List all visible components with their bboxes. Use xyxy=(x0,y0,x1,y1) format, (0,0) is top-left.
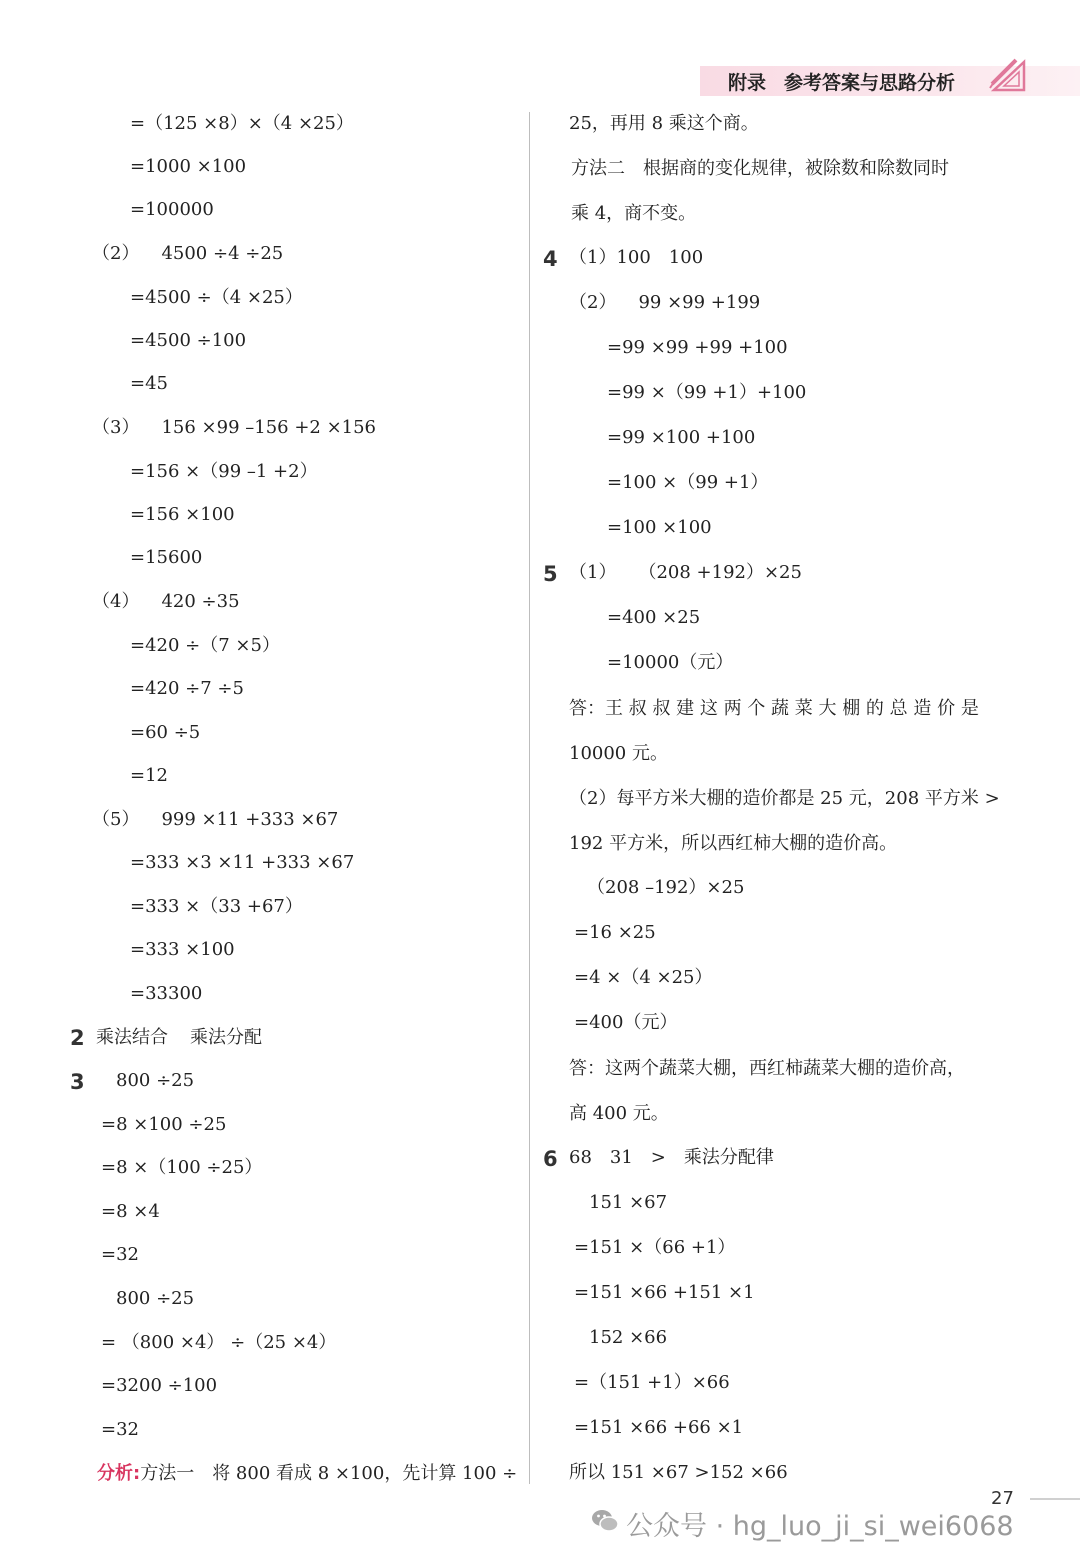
answer-line: =33300 xyxy=(130,983,203,1004)
answer-line: =1000 ×100 xyxy=(130,156,247,177)
analysis-continued: 25，再用 8 乘这个商。 xyxy=(569,113,759,134)
sub-expression: 156 ×99 –156 +2 ×156 xyxy=(161,417,377,438)
answer-line: = （800 ×4） ÷（25 ×4） xyxy=(101,1332,337,1353)
answer-line: =151 ×66 +151 ×1 xyxy=(574,1282,755,1303)
watermark-text: 公众号 · hg_luo_ji_si_wei6068 xyxy=(626,1511,1014,1542)
answer-statement: 10000 元。 xyxy=(569,743,668,764)
analysis-method-two: 方法二 根据商的变化规律，被除数和除数同时 xyxy=(571,158,949,179)
answer-line: =（125 ×8）×（4 ×25） xyxy=(130,113,354,134)
question-4-part-1: （1）100 100 xyxy=(569,247,704,268)
sub-question-3 xyxy=(92,417,376,439)
question-5-part-1 xyxy=(569,562,802,584)
answer-line: （208 –192）×25 xyxy=(587,877,745,898)
question-number-5: 5 xyxy=(543,562,558,586)
answer-line: =4 ×（4 ×25） xyxy=(574,967,713,988)
sub-expression: 420 ÷35 xyxy=(161,591,240,612)
analysis-line xyxy=(97,1463,517,1485)
question-5-part-2-cont: 192 平方米，所以西红柿大棚的造价高。 xyxy=(569,833,898,854)
answer-line: =151 ×（66 +1） xyxy=(574,1237,736,1258)
answer-line: =8 ×4 xyxy=(101,1201,160,1222)
answer-line: =16 ×25 xyxy=(574,922,656,943)
answer-line: =100 ×（99 +1） xyxy=(607,472,769,493)
watermark xyxy=(592,1504,1014,1543)
sub-label: （3） xyxy=(92,417,140,438)
answer-line: =4500 ÷100 xyxy=(130,330,247,351)
answer-line: =15600 xyxy=(130,547,203,568)
pencil-ruler-icon xyxy=(988,54,1028,94)
question-2-answer xyxy=(96,1027,262,1049)
answer-line: =151 ×66 +66 ×1 xyxy=(574,1417,744,1438)
analysis-label: 分析: xyxy=(97,1463,141,1484)
sub-label: （1） xyxy=(569,562,617,583)
answer-line: =32 xyxy=(101,1244,139,1265)
page-number-rule xyxy=(1030,1498,1080,1500)
answer-line: =4500 ÷（4 ×25） xyxy=(130,287,303,308)
column-divider xyxy=(529,112,530,1484)
answer-statement: 答：这两个蔬菜大棚，西红柿蔬菜大棚的造价高， xyxy=(569,1058,965,1079)
answer-term: 乘法结合 xyxy=(96,1027,168,1048)
answer-line: =100 ×100 xyxy=(607,517,712,538)
sub-label: （2） xyxy=(569,292,617,313)
question-3-expression: 800 ÷25 xyxy=(116,1070,195,1091)
question-number-2: 2 xyxy=(70,1026,85,1050)
answer-line: =10000（元） xyxy=(607,652,734,673)
question-number-6: 6 xyxy=(543,1147,558,1171)
answer-line: =99 ×99 +99 +100 xyxy=(607,337,788,358)
sub-expression: 999 ×11 +333 ×67 xyxy=(161,809,339,830)
answer-line: =156 ×100 xyxy=(130,504,235,525)
question-4-part-2 xyxy=(569,292,760,314)
answer-line: =420 ÷7 ÷5 xyxy=(130,678,244,699)
analysis-text: 方法一 将 800 看成 8 ×100，先计算 100 ÷ xyxy=(140,1463,518,1484)
sub-label: （4） xyxy=(92,591,140,612)
answer-line: =3200 ÷100 xyxy=(101,1375,218,1396)
sub-expression: （208 +192）×25 xyxy=(638,562,802,583)
sub-question-2 xyxy=(92,243,283,265)
answer-statement: 答：王 叔 叔 建 这 两 个 蔬 菜 大 棚 的 总 造 价 是 xyxy=(569,698,979,719)
answer-line: 151 ×67 xyxy=(589,1192,668,1213)
answer-line: =32 xyxy=(101,1419,139,1440)
header-appendix: 附录 xyxy=(728,72,767,94)
sub-question-4 xyxy=(92,591,240,613)
answer-line: =420 ÷（7 ×5） xyxy=(130,635,280,656)
answer-line: =8 ×100 ÷25 xyxy=(101,1114,227,1135)
page-number: 27 xyxy=(991,1488,1014,1509)
sub-expression: 99 ×99 +199 xyxy=(638,292,761,313)
answer-line: =12 xyxy=(130,765,168,786)
answer-line: =333 ×3 ×11 +333 ×67 xyxy=(130,852,355,873)
answer-line: =400（元） xyxy=(574,1012,678,1033)
question-3-expression-alt: 800 ÷25 xyxy=(116,1288,195,1309)
sub-label: （5） xyxy=(92,809,140,830)
answer-line: 152 ×66 xyxy=(589,1327,668,1348)
answer-line: =333 ×（33 +67） xyxy=(130,896,303,917)
question-number-3: 3 xyxy=(70,1070,85,1094)
answer-line: =45 xyxy=(130,373,168,394)
answer-line: =99 ×100 +100 xyxy=(607,427,756,448)
answer-line: =（151 +1）×66 xyxy=(574,1372,730,1393)
answer-line: =156 ×（99 –1 +2） xyxy=(130,461,318,482)
question-6-answer: 68 31 > 乘法分配律 xyxy=(569,1147,774,1168)
answer-line: =99 ×（99 +1）+100 xyxy=(607,382,807,403)
section-header xyxy=(728,68,955,95)
sub-question-5 xyxy=(92,809,338,831)
answer-statement: 高 400 元。 xyxy=(569,1103,669,1124)
answer-line: =60 ÷5 xyxy=(130,722,201,743)
question-number-4: 4 xyxy=(543,247,558,271)
answer-line: =400 ×25 xyxy=(607,607,701,628)
answer-line: =333 ×100 xyxy=(130,939,235,960)
answer-term: 乘法分配 xyxy=(190,1027,262,1048)
answer-line: =100000 xyxy=(130,199,214,220)
answer-line: =8 ×（100 ÷25） xyxy=(101,1157,263,1178)
header-title: 参考答案与思路分析 xyxy=(784,72,956,94)
question-5-part-2: （2）每平方米大棚的造价都是 25 元，208 平方米 > xyxy=(569,788,1000,809)
conclusion-line: 所以 151 ×67 >152 ×66 xyxy=(569,1462,788,1483)
analysis-method-two-cont: 乘 4，商不变。 xyxy=(571,203,697,224)
sub-label: （2） xyxy=(92,243,140,264)
sub-expression: 4500 ÷4 ÷25 xyxy=(161,243,284,264)
